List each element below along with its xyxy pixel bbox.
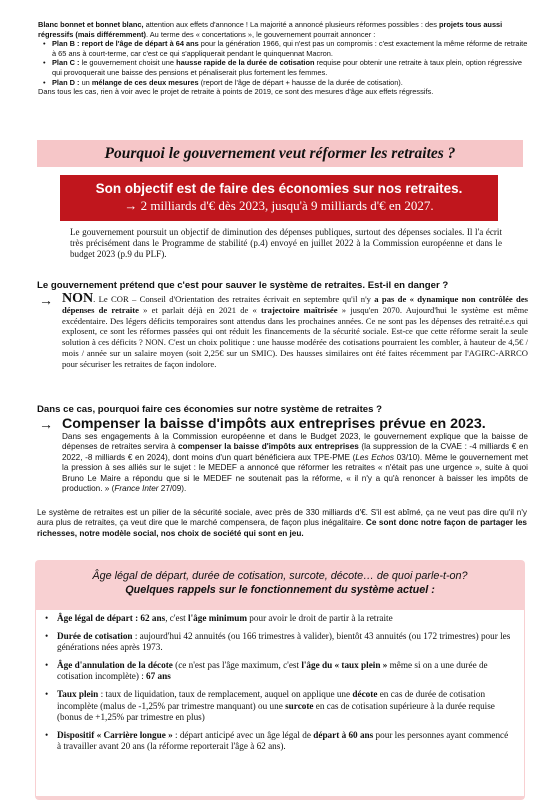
plan-c: • Plan C : le gouvernement choisit une hausse rapide de la durée de cotisation requise pour obtenir une retraite à taux plein, option régressive qui provoquerait une baisse des pensions et pénaliserait plus fortement les femmes. — [52, 58, 528, 77]
section-title-band — [37, 140, 523, 167]
conclusion-paragraph: Le système de retraites est un pilier de la sécurité sociale, avec près de 330 milliards d'€. S'il est abîmé, ça ne veut pas dire qu'il n'y aura plus de retraites, ça veut dire que le marché compensera, de façon plus inégalitaire. Ce sont donc notre façon de partager les richesses, notre modèle social, nos choix de société qui sont en jeu. — [37, 508, 527, 538]
list-item: • Âge légal de départ : 62 ans, c'est l'âge minimum pour avoir le droit de partir à la retraite — [43, 613, 513, 625]
reminder-title-line1: Âge légal de départ, durée de cotisation, surcote, décote… de quoi parle-t-on? — [92, 570, 468, 582]
non-paragraph: NON. Le COR – Conseil d'Orientation des retraites écrivait en septembre qu'il n'y a pas de « dynamique non contrôlée des dépenses de retraite » et parlait déjà en 2021 de « trajectoire maîtrisée » jusqu'en 2070. Aujourd'hui le système est même excédentaire. Des légers déficits temporaires sont attendus dans les prochaines années. Ce ne sont pas les dépenses des retraité.e.s qui explosent, ce sont les réformes passées qui ont réduit les financements de la sécurité sociale. Est-ce que cette réforme serait la seule solution à ces déficits ? NON. C'est un choix politique : une hausse modérée des cotisations pourraient les combler, à hauteur de 4,5€ / mois / année sur un salaire moyen (soit 2,25€ sur un SMIC). Des hausses similaires ont été faites récemment par l'AGIRC-ARRCO pour sécuriser les retraites de façon indolore. — [62, 291, 529, 369]
compensate-headline: Compenser la baisse d'impôts aux entreprises prévue en 2023. — [62, 416, 486, 432]
reminder-title — [35, 569, 525, 597]
list-item: • Âge d'annulation de la décote (ce n'est pas l'âge maximum, c'est l'âge du « taux plein » même si on a une durée de cotisation incomplète) : 67 ans — [43, 660, 513, 683]
objective-paragraph: Le gouvernement poursuit un objectif de diminution des dépenses publiques, surtout des dépenses sociales. Il l'a écrit très précisément dans le Programme de stabilité (p.4) envoyé en juillet 2022 à la Commission européenne et dans le budget 2023 (p.9 du PLF). — [70, 227, 502, 260]
plan-list — [38, 39, 528, 87]
objective-line1: Son objectif est de faire des économies sur nos retraites. — [95, 181, 463, 196]
intro-block — [38, 20, 528, 97]
plan-b: • Plan B : report de l'âge de départ à 64 ans pour la génération 1966, qui n'est pas un compromis : c'est exactement la même réforme de retraite à 65 ans à court-terme, car c'est ce qui s'appliquerait pendant le quinquennat Macron. — [52, 39, 528, 58]
reminder-title-line2: Quelques rappels sur le fonctionnement du système actuel : — [125, 584, 435, 596]
non-heading: NON — [62, 291, 94, 306]
list-item: • Dispositif « Carrière longue » : départ anticipé avec un âge légal de départ à 60 ans pour les personnes ayant commencé à travailler avant 20 ans (la réforme reporterait l'âge à 62 ans). — [43, 730, 513, 753]
list-item: • Durée de cotisation : aujourd'hui 42 annuités (ou 166 trimestres à valider), bientôt 43 annuités (ou 172 trimestres) pour les générations nées après 1973. — [43, 631, 513, 654]
reminder-list — [43, 613, 513, 759]
intro-paragraph: Blanc bonnet et bonnet blanc, attention aux effets d'annonce ! La majorité a annoncé plusieurs réformes possibles : des projets tous aussi régressifs (mais différemment). Au terme des « concertations », le gouvernement pourrait annoncer : — [38, 20, 503, 39]
objective-box — [60, 175, 498, 221]
compensate-paragraph: Dans ses engagements à la Commission européenne et dans le Budget 2023, le gouvernement explique que la baisse de dépenses de retraites servira à compenser la baisse d'impôts aux entreprises (la suppression de la CVAE : -4 milliards € en 2022, -8 milliards € en 2024), dont moins d'un quart bénéficiera aux TPE-PME (Les Echos 03/10). Même le gouvernement met la pression à ses alliés sur le sujet : le MEDEF a annoncé que réformer les retraites « n'était pas une urgence », suite à quoi Bruno Le Maire a répondu que si le MEDEF ne soutenait pas la réforme, « il n'y a qu'à renoncer à baisser les impôts de production. » (France Inter 27/09). — [62, 432, 529, 494]
list-item: • Taux plein : taux de liquidation, taux de remplacement, auquel on applique une décote en cas de durée de cotisation incomplète (malus de -1,25% par trimestre manquant) ou une surcote en cas de cotisation supérieure à la durée requise (bonus de +1,25% par trimestre en plus) — [43, 689, 513, 724]
section-title: Pourquoi le gouvernement veut réformer les retraites ? — [104, 144, 456, 162]
intro-outro: Dans tous les cas, rien à voir avec le projet de retraite à points de 2019, ce sont des mesures d'âge aux effets régressifs. — [38, 87, 434, 97]
plan-d: • Plan D : un mélange de ces deux mesures (report de l'âge de départ + hausse de la durée de cotisation). — [52, 78, 528, 88]
arrow-icon: → — [39, 292, 53, 308]
objective-line2: → 2 milliards d'€ dès 2023, jusqu'à 9 milliards d'€ en 2027. — [124, 198, 434, 213]
question-danger: Le gouvernement prétend que c'est pour sauver le système de retraites. Est-il en danger ? — [37, 280, 449, 291]
arrow-icon: → — [39, 416, 53, 432]
question-why: Dans ce cas, pourquoi faire ces économies sur notre système de retraites ? — [37, 404, 382, 415]
